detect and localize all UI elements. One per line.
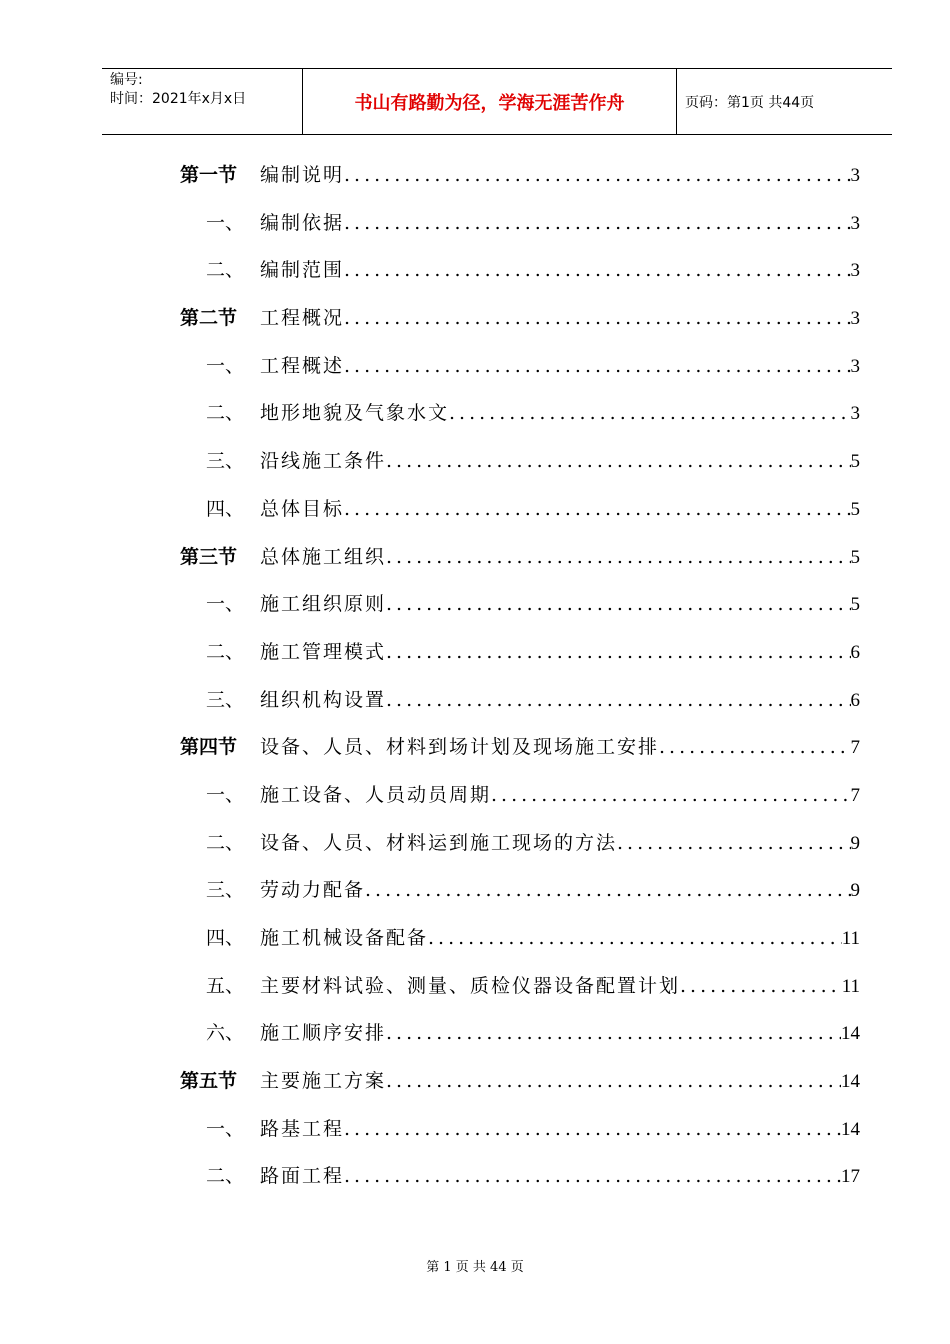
toc-entry-number: 二、	[206, 259, 245, 282]
toc-entry-number: 三、	[206, 879, 245, 902]
toc-entry-page: 11	[841, 928, 860, 949]
toc-subsection-entry[interactable]	[180, 772, 860, 820]
toc-dot-leader	[449, 390, 850, 438]
page-footer: 第 1 页 共 44 页	[426, 1260, 524, 1275]
toc-dot-leader	[344, 1153, 841, 1201]
toc-entry-page: 11	[841, 975, 860, 997]
toc-subsection-entry[interactable]	[180, 486, 860, 534]
toc-entry-title: 主要材料试验、测量、质检仪器设备配置计划	[260, 974, 681, 997]
toc-dot-leader	[386, 677, 850, 725]
toc-entry-number: 二、	[206, 640, 245, 663]
toc-entry-number: 第三节	[180, 545, 238, 568]
toc-dot-leader	[386, 1058, 841, 1106]
toc-entry-number: 五、	[206, 974, 245, 997]
toc-entry-number: 第五节	[180, 1070, 238, 1093]
toc-dot-leader	[386, 581, 850, 629]
toc-entry-page: 3	[850, 403, 860, 425]
toc-entry-title: 施工机械设备配备	[260, 927, 429, 949]
toc-entry-page: 3	[850, 212, 860, 234]
toc-dot-leader	[365, 867, 850, 915]
toc-subsection-entry[interactable]	[180, 1106, 860, 1154]
toc-entry-number: 第四节	[180, 736, 238, 759]
toc-dot-leader	[344, 295, 850, 343]
header-page-cell	[677, 69, 892, 134]
toc-entry-number: 一、	[206, 354, 245, 377]
toc-entry-number: 六、	[206, 1022, 245, 1045]
toc-section-entry[interactable]	[180, 1058, 860, 1106]
table-of-contents	[180, 152, 860, 1201]
toc-entry-page: 3	[850, 260, 860, 282]
toc-dot-leader	[344, 152, 850, 200]
toc-subsection-entry[interactable]	[180, 915, 860, 963]
toc-entry-page: 14	[841, 1071, 860, 1093]
toc-subsection-entry[interactable]	[180, 867, 860, 915]
toc-subsection-entry[interactable]	[180, 390, 860, 438]
toc-section-entry[interactable]	[180, 534, 860, 582]
toc-entry-title: 编制范围	[260, 259, 345, 282]
toc-entry-title: 地形地貌及气象水文	[260, 402, 450, 425]
toc-entry-page: 3	[850, 308, 860, 330]
toc-entry-number: 四、	[206, 927, 245, 949]
toc-entry-title: 编制说明	[260, 164, 345, 186]
toc-entry-number: 四、	[206, 497, 245, 520]
toc-entry-number: 一、	[206, 1117, 245, 1140]
toc-subsection-entry[interactable]	[180, 200, 860, 248]
toc-entry-title: 劳动力配备	[260, 879, 366, 902]
toc-entry-title: 主要施工方案	[260, 1070, 387, 1093]
toc-entry-page: 7	[850, 784, 860, 806]
toc-subsection-entry[interactable]	[180, 677, 860, 725]
toc-entry-title: 工程概述	[260, 354, 345, 377]
toc-dot-leader	[386, 1010, 841, 1058]
toc-entry-page: 9	[850, 880, 860, 902]
toc-entry-title: 总体施工组织	[260, 545, 387, 568]
toc-entry-title: 施工顺序安排	[260, 1022, 387, 1045]
toc-entry-title: 沿线施工条件	[260, 450, 387, 473]
toc-section-entry[interactable]	[180, 724, 860, 772]
toc-entry-title: 总体目标	[260, 497, 345, 520]
toc-entry-page: 6	[850, 689, 860, 711]
toc-entry-number: 二、	[206, 1165, 245, 1188]
toc-subsection-entry[interactable]	[180, 1153, 860, 1201]
toc-subsection-entry[interactable]	[180, 438, 860, 486]
toc-dot-leader	[659, 724, 850, 772]
toc-dot-leader	[344, 247, 850, 295]
toc-entry-number: 三、	[206, 450, 245, 473]
toc-entry-page: 5	[850, 594, 860, 616]
toc-subsection-entry[interactable]	[180, 581, 860, 629]
toc-entry-page: 3	[850, 355, 860, 377]
toc-subsection-entry[interactable]	[180, 343, 860, 391]
toc-entry-title: 路基工程	[260, 1117, 345, 1140]
toc-entry-page: 14	[841, 1023, 860, 1045]
toc-entry-title: 设备、人员、材料运到施工现场的方法	[260, 831, 618, 854]
motto-text: 书山有路勤为径，学海无涯苦作舟	[354, 92, 625, 114]
toc-dot-leader	[617, 820, 850, 868]
toc-entry-number: 二、	[206, 402, 245, 425]
toc-dot-leader	[344, 200, 850, 248]
toc-entry-title: 路面工程	[260, 1165, 345, 1188]
toc-dot-leader	[386, 438, 850, 486]
toc-entry-number: 第一节	[180, 164, 238, 186]
toc-dot-leader	[344, 486, 850, 534]
toc-entry-number: 二、	[206, 831, 245, 854]
toc-entry-number: 三、	[206, 688, 245, 711]
toc-entry-title: 设备、人员、材料到场计划及现场施工安排	[260, 736, 660, 759]
toc-entry-page: 7	[850, 737, 860, 759]
toc-dot-leader	[680, 963, 842, 1011]
toc-entry-page: 17	[841, 1166, 860, 1188]
toc-entry-title: 工程概况	[260, 307, 345, 330]
toc-entry-number: 第二节	[180, 307, 238, 330]
time-label: 时间：2021年x月x日	[110, 91, 247, 107]
toc-section-entry[interactable]	[180, 152, 860, 200]
page-info: 页码：第1页 共44页	[685, 94, 815, 111]
toc-entry-number: 一、	[206, 593, 245, 616]
toc-entry-number: 一、	[206, 211, 245, 234]
toc-subsection-entry[interactable]	[180, 820, 860, 868]
toc-entry-title: 施工设备、人员动员周期	[260, 783, 492, 806]
header-motto-cell	[303, 69, 677, 134]
toc-dot-leader	[386, 629, 850, 677]
toc-section-entry[interactable]	[180, 295, 860, 343]
serial-label: 编号:	[110, 72, 143, 88]
toc-entry-page: 3	[850, 165, 860, 186]
header-table	[102, 68, 892, 135]
toc-dot-leader	[386, 534, 850, 582]
toc-dot-leader	[428, 915, 842, 963]
toc-subsection-entry[interactable]	[180, 963, 860, 1011]
toc-dot-leader	[491, 772, 850, 820]
toc-entry-page: 14	[841, 1118, 860, 1140]
toc-dot-leader	[344, 343, 850, 391]
toc-entry-title: 编制依据	[260, 211, 345, 234]
toc-entry-page: 5	[850, 451, 860, 473]
toc-entry-page: 6	[850, 641, 860, 663]
toc-entry-page: 5	[850, 546, 860, 568]
toc-entry-number: 一、	[206, 783, 245, 806]
header-meta-cell	[102, 69, 303, 134]
toc-entry-page: 9	[850, 832, 860, 854]
toc-subsection-entry[interactable]	[180, 629, 860, 677]
toc-dot-leader	[344, 1106, 841, 1154]
toc-subsection-entry[interactable]	[180, 1010, 860, 1058]
toc-entry-title: 施工组织原则	[260, 593, 387, 616]
toc-subsection-entry[interactable]	[180, 247, 860, 295]
toc-entry-title: 施工管理模式	[260, 640, 387, 663]
toc-entry-title: 组织机构设置	[260, 688, 387, 711]
toc-entry-page: 5	[850, 498, 860, 520]
